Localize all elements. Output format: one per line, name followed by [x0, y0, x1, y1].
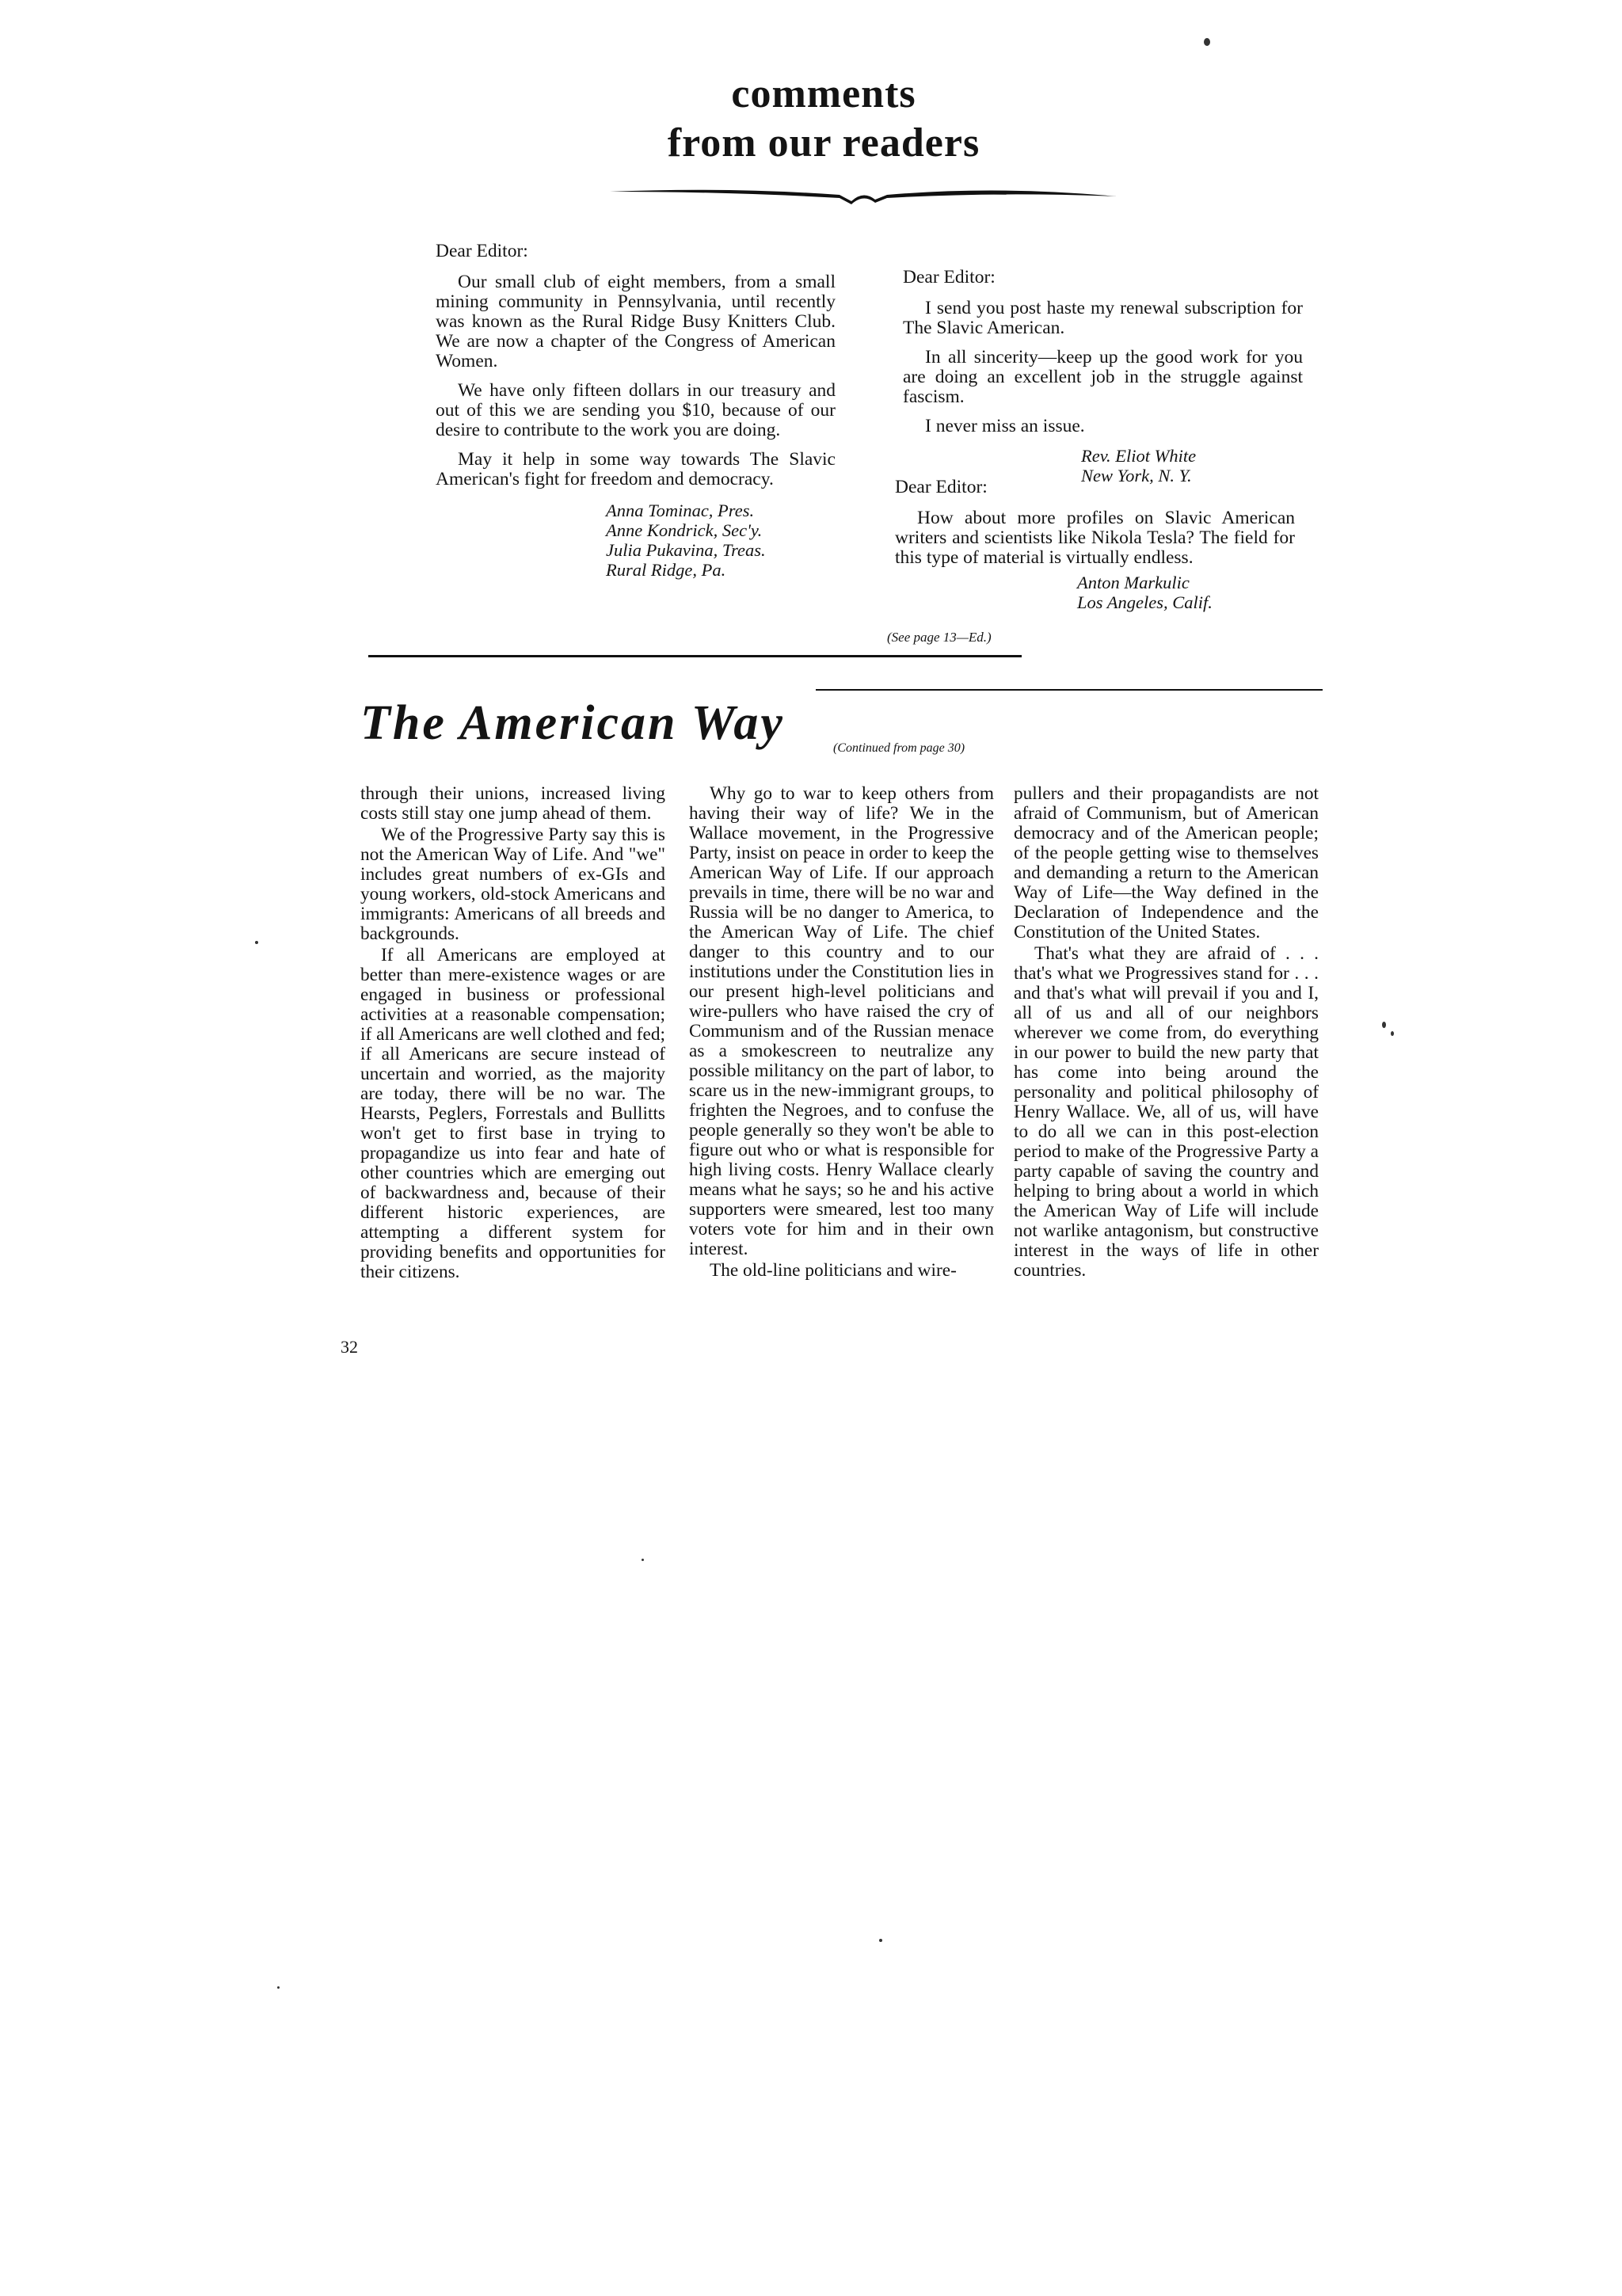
- signature-line: Rev. Eliot White: [1081, 446, 1197, 466]
- letter-1-paragraph-1: Our small club of eight members, from a small mining community in Pennsylvania, until recently was known as the Rural Ridge Busy Knitters Club. We are now a chapter of the Congress of American Women.: [436, 272, 836, 371]
- section-rule-upper: [368, 655, 1022, 657]
- letter-1-paragraph-2: We have only fifteen dollars in our treasury and out of this we are sending you $10, because of our desire to contribute to the work you are doing.: [436, 380, 836, 440]
- article-paragraph: That's what they are afraid of . . . that's what we Progressives stand for . . . and that's what will prevail if you and I, all of us and all of our neighbors wherever we come from, do everything in our power to build the new party that has come into being around the personality and political philosophy of Henry Wallace. We, all of us, will have to do all we can in this post-election period to make of the Progressive Party a party capable of saving the country and helping to bring about a world in which the American Way of Life will include not warlike antagonism, but constructive interest in the ways of life in other countries.: [1014, 943, 1319, 1281]
- article-paragraph: The old-line politicians and wire-: [710, 1260, 957, 1281]
- masthead: [586, 70, 1061, 168]
- section-rule-lower: [816, 689, 1323, 691]
- masthead-line-1: comments: [731, 71, 916, 116]
- signature-line: Julia Pukavina, Treas.: [606, 540, 766, 560]
- article-title: The American Way: [360, 696, 785, 750]
- letter-2-salutation: Dear Editor:: [903, 267, 996, 287]
- masthead-line-2: from our readers: [667, 120, 980, 166]
- scan-speck: [642, 1559, 644, 1561]
- letter-2-paragraph-1: I send you post haste my renewal subscription for The Slavic American.: [903, 298, 1303, 338]
- letter-3-salutation: Dear Editor:: [895, 477, 988, 497]
- scan-speck: [1382, 1022, 1386, 1028]
- letter-3-signature: [1077, 573, 1295, 612]
- letter-3-paragraph-1: How about more profiles on Slavic American writers and scientists like Nikola Tesla? The field for this type of material is virtually endless.: [895, 508, 1295, 568]
- letter-2: [903, 268, 1303, 485]
- article-paragraph: through their unions, increased living costs still stay one jump ahead of them.: [360, 783, 665, 824]
- letter-2-paragraph-2: In all sincerity—keep up the good work for you are doing an excellent job in the struggle against fascism.: [903, 347, 1303, 407]
- signature-line: New York, N. Y.: [1081, 466, 1192, 485]
- scan-speck: [1204, 38, 1210, 46]
- letter-3: [895, 478, 1295, 612]
- scan-speck: [1391, 1031, 1394, 1036]
- article-paragraph: We of the Progressive Party say this is not the American Way of Life. And "we" includes great numbers of ex-GIs and young workers, old-stock Americans and immigrants: Americans of all breeds and backgrounds.: [360, 824, 665, 944]
- editor-note: (See page 13—Ed.): [887, 630, 992, 645]
- letter-1-signature: [606, 501, 836, 580]
- article-column-3: [1014, 784, 1319, 1281]
- article-column-1: [360, 784, 665, 1282]
- signature-line: Anna Tominac, Pres.: [606, 501, 755, 520]
- letter-1-salutation: Dear Editor:: [436, 241, 528, 261]
- signature-line: Rural Ridge, Pa.: [606, 560, 726, 580]
- signature-line: Los Angeles, Calif.: [1077, 592, 1213, 612]
- article-paragraph: pullers and their propagandists are not afraid of Communism, but of American democracy and of the American people; of the people getting wise to themselves and demanding a return to the American Way of Life—the Way defined in the Declaration of Independence and the Constitution of the United States.: [1014, 783, 1319, 942]
- letter-1: [436, 242, 836, 580]
- letter-2-paragraph-3: I never miss an issue.: [925, 416, 1085, 436]
- continued-note: (Continued from page 30): [833, 741, 965, 755]
- scan-speck: [879, 1939, 882, 1942]
- article-column-2: [689, 784, 994, 1281]
- scan-speck: [277, 1986, 280, 1989]
- article-paragraph: Why go to war to keep others from having their way of life? We in the Wallace movement, in the Progressive Party, insist on peace in order to keep the American Way of Life. If our approach prevails in time, there will be no war and Russia will be no danger to America, to the American Way of Life. The chief danger to this country and to our institutions under the Constitution lies in our present high-level politicians and wire-pullers who have raised the cry of Communism and of the Russian menace as a smokescreen to neutralize any possible militancy on the part of labor, to scare us in the new-immigrant groups, to frighten the Negroes, and to confuse the people generally so they won't be able to figure out who or what is responsible for high living costs. Henry Wallace clearly means what he says; so he and his active supporters were smeared, lest too many voters vote for him and in their own interest.: [689, 783, 994, 1259]
- ornament-divider: [610, 181, 1117, 209]
- signature-line: Anton Markulic: [1077, 573, 1190, 592]
- letter-1-paragraph-3: May it help in some way towards The Slavic American's fight for freedom and democracy.: [436, 449, 836, 489]
- scan-speck: [255, 941, 258, 944]
- signature-line: Anne Kondrick, Sec'y.: [606, 520, 763, 540]
- page-number: 32: [341, 1337, 358, 1357]
- article-paragraph: If all Americans are employed at better than mere-existence wages or are engaged in business or professional activities at a reasonable compensation; if all Americans are well clothed and fed; if all Americans are secure instead of uncertain and worried, as the majority are today, there will be no war. The Hearsts, Peglers, Forrestals and Bullitts won't get to first base in trying to propagandize us into fear and hate of other countries which are emerging out of backwardness and, because of their different historic experiences, are attempting a different system for providing benefits and opportunities for their citizens.: [360, 945, 665, 1282]
